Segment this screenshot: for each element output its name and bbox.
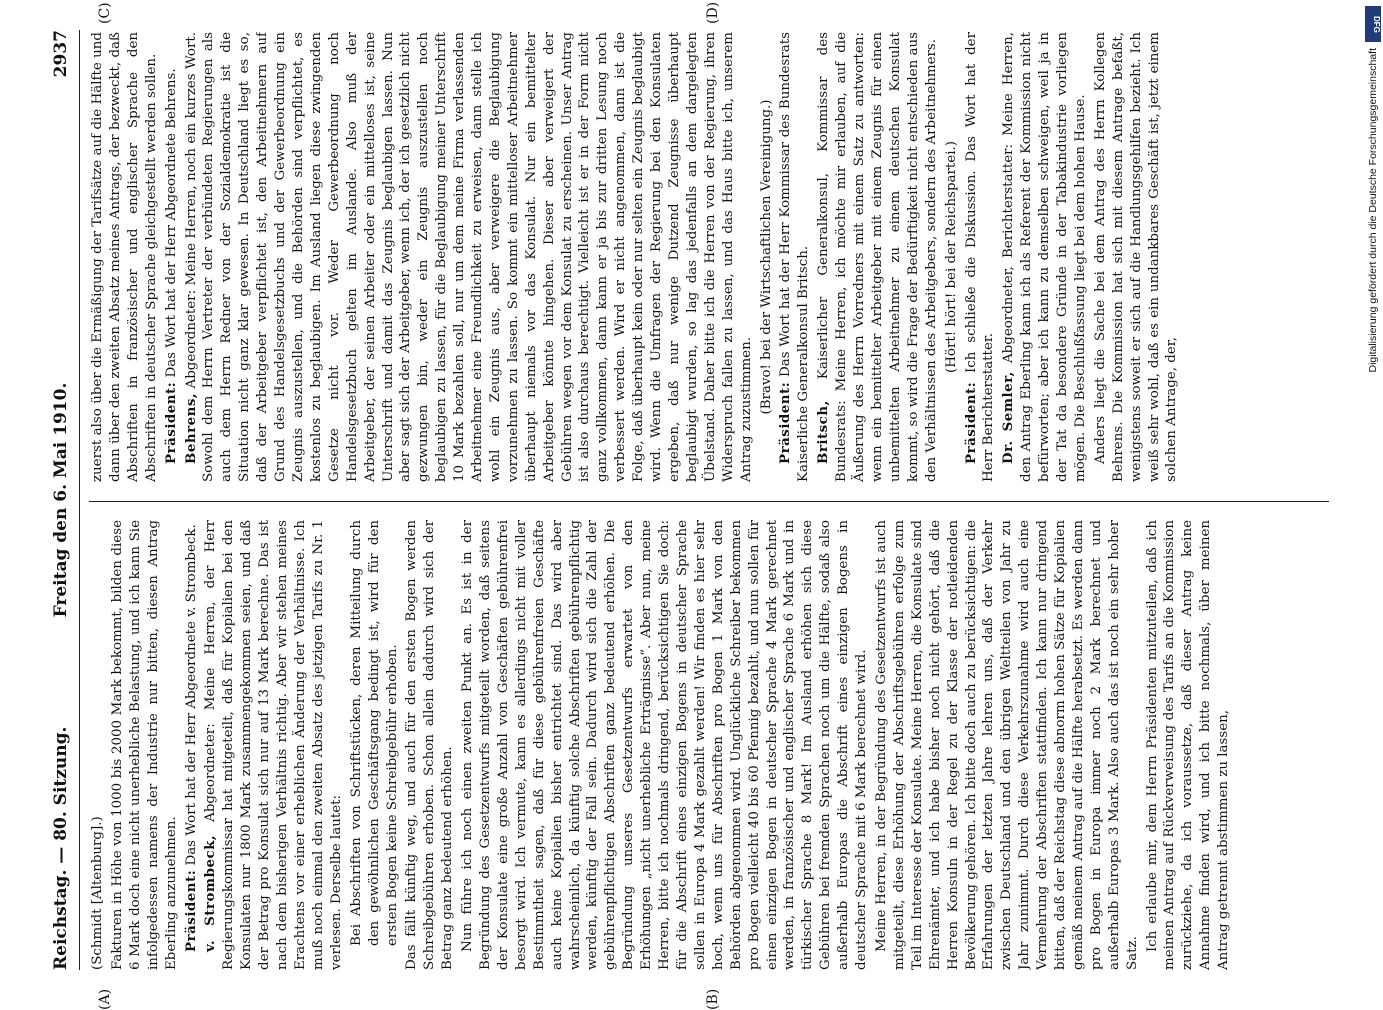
paragraph: [1092, 32, 1182, 482]
paragraph: [183, 520, 201, 970]
right-column: [89, 32, 1329, 482]
paragraph-text: (Hört! hört! bei der Reichspartei.): [943, 141, 959, 373]
speaker-name: Behrens,: [182, 392, 199, 464]
paragraph: [758, 32, 776, 482]
paragraph-text: Bei Abschriften von Schriftstücken, deren Mitteilung durch den gewöhnlichen Geschäftsgang bedingt ist, wird für den ersten Bogen keine Schreibgebühr erhoben.: [348, 520, 400, 946]
paragraph: [183, 32, 756, 482]
paragraph: [873, 520, 1142, 970]
paragraph-text: Nun führe ich noch einen zweiten Punkt an. Es ist in der Begründung des Gesetzentwurfs mitgeteilt worden, daß seitens der Konsulate eine große Anzahl von Geschäften gebührenfrei besorgt wird. Ich vermute, kann es allerdings nicht mit voller Bestimmtheit sagen, daß für diese gebührenfreien Geschäfte auch keine Kopialien bisher entrichtet sind. Das wird aber wahrscheinlich, da künftig solche Abschriften gebührenpflichtig werden, künftig der Fall sein. Dadurch wird sich die Zahl der gebührenpflichtigen Abschriften ganz bedeutend erhöhen. Die Begründung unseres Gesetzentwurfs erwartet von den Erhöhungen „nicht unerhebliche Erträgnisse“. Aber nun, meine Herren, bitte ich nochmals dringend, berücksichtigen Sie doch: für die Abschrift eines einzigen Bogens in deutscher Sprache sollen in Europa 4 Mark gezahlt werden! Wir finden es hier sehr hoch, wenn uns für Abschriften pro Bogen 1 Mark von den Behörden abgenommen wird. Unglückliche Schreiber bekommen pro Bogen vielleicht 40 bis 60 Pfennig bezahlt, und nun sollen für einen einzigen Bogen in deutscher Sprache 4 Mark gerechnet werden, in französischer und englischer Sprache 6 Mark und in türkischer Sprache 8 Mark! Im Ausland erhöhen sich diese Gebühren bei fremden Sprachen noch um die Hälfte, sodaß also außerhalb Europas die Abschrift eines einzigen Bogens in deutscher Sprache mit 6 Mark berechnet wird.: [460, 520, 870, 970]
paragraph-text: Das Wort hat der Herr Abgeordnete v. Strombeck.: [183, 524, 199, 866]
digitization-credit: Digitalisierung gefördert durch die Deutsche Forschungsgemeinschaft: [1367, 48, 1379, 373]
paragraph-text: Abgeordneter: Meine Herren, noch ein kurzes Wort. Sowohl dem Herrn Vertreter der verbündeten Regierungen als auch dem Herrn Redner von der Sozialdemokratie ist die Situation nicht ganz klar gewesen. In Deutschland liegt es so, daß der Arbeitgeber verpflichtet ist, den Arbeitnehmern auf Grund des Handelsgesetzbuchs und der Gewerbeordnung ein Zeugnis auszustellen, und die Behörden sind verpflichtet, es kostenlos zu beglaubigen. Im Ausland liegen diese zwingenden Gesetze nicht vor. Weder Gewerbeordnung noch Handelsgesetzbuch gelten im Auslande. Also muß der Arbeitgeber, der seinen Arbeiter oder ein mittelloses ist, seine Unterschrift und damit das Zeugnis beglaubigen lassen. Nun aber sagt sich der Arbeitgeber, wenn ich, der ich gesetzlich nicht gezwungen bin, weder ein Zeugnis auszustellen noch beglaubigen zu lassen, für die Beglaubigung meiner Unterschrift 10 Mark bezahlen soll, nur um dem meine Firma verlassenden Arbeitnehmer eine Freundlichkeit zu erweisen, dann stelle ich wohl ein Zeugnis aus, aber verweigere die Beglaubigung vorzunehmen zu lassen. So kommt ein mittelloser Arbeitnehmer überhaupt niemals vor das Konsulat. Nur ein bemittelter Arbeitgeber könnte hingehen. Dieser aber verweigert der Gebühren wegen vor dem Konsulat zu erscheinen. Unser Antrag ist also durchaus berechtigt. Vielleicht ist er in der Form nicht ganz vollkommen, dann kann er ja bis zur dritten Lesung noch verbessert werden. Wird er nicht angenommen, dann ist die Folge, daß überhaupt kein oder nur selten ein Zeugnis beglaubigt wird. Wenn die Umfragen der Regierung bei den Konsulaten ergeben, daß nur wenige Dutzend Zeugnisse überhaupt beglaubigt wurden, so lag das jedenfalls an dem dargelegten Übelstand. Daher bitte ich die Herren von der Regierung, ihren Widerspruch fallen zu lassen, und das Haus bitte ich, unserem Antrag zuzustimmen.: [183, 32, 754, 482]
paragraph: [963, 32, 999, 482]
paragraph: [89, 520, 107, 970]
dfg-logo: DFG: [1365, 6, 1381, 42]
paragraph-text: Das fällt künftig weg, und auch für den ersten Bogen werden Schreibgebühren erhoben. Schon allein dadurch wird sich der Betrag ganz bedeutend erhöhen.: [404, 520, 456, 970]
speaker-name: v. Strombeck,: [202, 834, 219, 952]
paragraph: [403, 520, 457, 970]
column-divider: [89, 501, 1329, 502]
paragraph-text: Das Wort hat der Herr Abgeordnete Behrens.: [163, 68, 179, 378]
paragraph-text: Ich schließe die Diskussion. Das Wort hat der Herr Berichterstatter.: [963, 32, 997, 482]
rotated-page-content: [45, 1, 1335, 1010]
left-column: [89, 520, 1329, 970]
speaker-name: Präsident:: [777, 381, 794, 464]
speaker-name: Dr. Semler,: [1000, 371, 1017, 464]
paragraph: [202, 520, 345, 970]
margin-letter-a: (A): [97, 988, 113, 1010]
paragraph-text: Fakturen in Höhe von 1000 bis 2000 Mark bekommt, bilden diese 6 Mark doch eine nicht unerhebliche Belastung, und ich kann Sie infolgedessen namens der Industrie nur bitten, diesen Antrag Eberling anzunehmen.: [109, 520, 179, 970]
speaker-name: Britsch,: [815, 400, 832, 464]
paragraph: [1000, 32, 1090, 482]
header-page-number: 2937: [51, 30, 71, 78]
page-header: [45, 30, 79, 970]
paragraph-text: Abgeordneter, Berichterstatter: Meine Herren, den Antrag Eberling kann ich als Referent der Kommission nicht befürworten; aber ich kann zu demselben schweigen, weil ja in der Tat da besondere Gründe in der Tabakindustrie vorliegen mögen. Die Beschlußfassung liegt bei dem hohen Hause.: [1001, 32, 1088, 482]
paragraph: [815, 32, 940, 482]
speaker-name: Präsident:: [962, 381, 979, 464]
paragraph-text: Kaiserlicher Generalkonsul, Kommissar des Bundesrats: Meine Herren, ich möchte mir erlauben, auf die Äußerung des Herrn Vorredners mit einem Satz zu antworten: wenn ein bemittelter Arbeitgeber mit einem Zeugnis für einen unbemittelten Arbeitnehmer zu einem deutschen Konsulat kommt, so wird die Frage der Bedürftigkeit nicht entschieden aus den Verhältnissen des Arbeitgebers, sondern des Arbeitnehmers.: [816, 32, 939, 482]
paragraph: [1144, 520, 1234, 970]
paragraph-text: Abgeordneter: Meine Herren, der Herr Regierungskommissar hat mitgeteilt, daß für Kopialien bei den Konsulaten nur 1800 Mark zusammengekommen seien, und daß der Betrag pro Konsulat sich nur auf 13 Mark berechne. Das ist nach dem bisherigen Verhältnis richtig. Aber wir stehen meines Erachtens vor einer erheblichen Änderung der Verhältnisse. Ich muß noch einmal den zweiten Absatz des jetzigen Tarifs zu Nr. 1 verlesen. Derselbe lautet:: [203, 520, 344, 970]
paragraph: [777, 32, 813, 482]
margin-letter-c: (C): [97, 2, 113, 24]
paragraph-text: Das Wort hat der Herr Kommissar des Bundesrats Kaiserliche Generalkonsul Britsch.: [778, 32, 812, 482]
margin-letter-d: (D): [705, 1, 721, 24]
header-rule: [79, 30, 80, 970]
speaker-name: Präsident:: [182, 869, 199, 952]
header-date: Freitag den 6. Mai 1910.: [51, 382, 71, 618]
paragraph-text: Ich erlaube mir, dem Herrn Präsidenten mitzuteilen, daß ich meinen Antrag auf Rückverweisung des Tarifs an die Kommission zurückziehe, da ich voraussetze, daß dieser Antrag keine Annahme finden wird, und ich bitte nochmals, über meinen Antrag getrennt abstimmen zu lassen,: [1144, 520, 1232, 970]
paragraph-text: (Schmidt [Altenburg].): [90, 816, 105, 970]
paragraph-text: Meine Herren, in der Begründung des Gesetzentwurfs ist auch mitgeteilt, diese Erhöhung der Abschriftsgebühren erfolge zum Teil im Interesse der Konsulate. Meine Herren, die Konsulate sind Ehrenämter, und ich habe bisher noch nicht gehört, daß die Herren Konsuln in der Regel zu der Klasse der notleidenden Bevölkerung gehören. Ich bitte doch auch zu berücksichtigen: die Erfahrungen der letzten Jahre lehren uns, daß der Verkehr zwischen Deutschland und den übrigen Weltteilen von Jahr zu Jahr zunimmt. Durch diese Verkehrszunahme wird auch eine Vermehrung der Abschriften stattfinden. Ich kann nur dringend bitten, daß der Reichstag diese abnorm hohen Sätze für Kopialien gemäß meinem Antrag auf die Hälfte herabsetzt. Es werden dann pro Bogen in Europa immer noch 2 Mark berechnet und außerhalb Europas 3 Mark. Also auch das ist noch ein sehr hoher Satz.: [873, 520, 1140, 970]
header-session: Reichstag. — 80. Sitzung.: [51, 726, 71, 970]
speaker-name: Präsident:: [162, 381, 179, 464]
margin-letter-b: (B): [705, 988, 721, 1010]
paragraph-text: Anders liegt die Sache bei dem Antrag des Herrn Kollegen Behrens. Die Kommission hat sich mit diesem Antrage befaßt, wenigstens soweit er sich auf die Handlungsgehilfen bezieht. Ich weiß sehr wohl, daß es ein undankbares Geschäft ist, jetzt einem solchen Antrage, der,: [1092, 32, 1180, 482]
paragraph-text: zuerst also über die Ermäßigung der Tarifsätze auf die Hälfte und dann über den zweiten Absatz meines Antrags, der bezweckt, daß Abschriften in französischer und englischer Sprache den Abschriften in deutscher Sprache gleichgestellt werden sollen.: [90, 32, 159, 482]
paragraph: [163, 32, 181, 482]
paragraph: [943, 32, 961, 482]
paragraph: [459, 520, 871, 970]
paragraph-text: (Bravo! bei der Wirtschaftlichen Vereinigung.): [758, 99, 774, 415]
paragraph: [109, 520, 181, 970]
paragraph: [348, 520, 402, 946]
paragraph: [89, 32, 161, 482]
